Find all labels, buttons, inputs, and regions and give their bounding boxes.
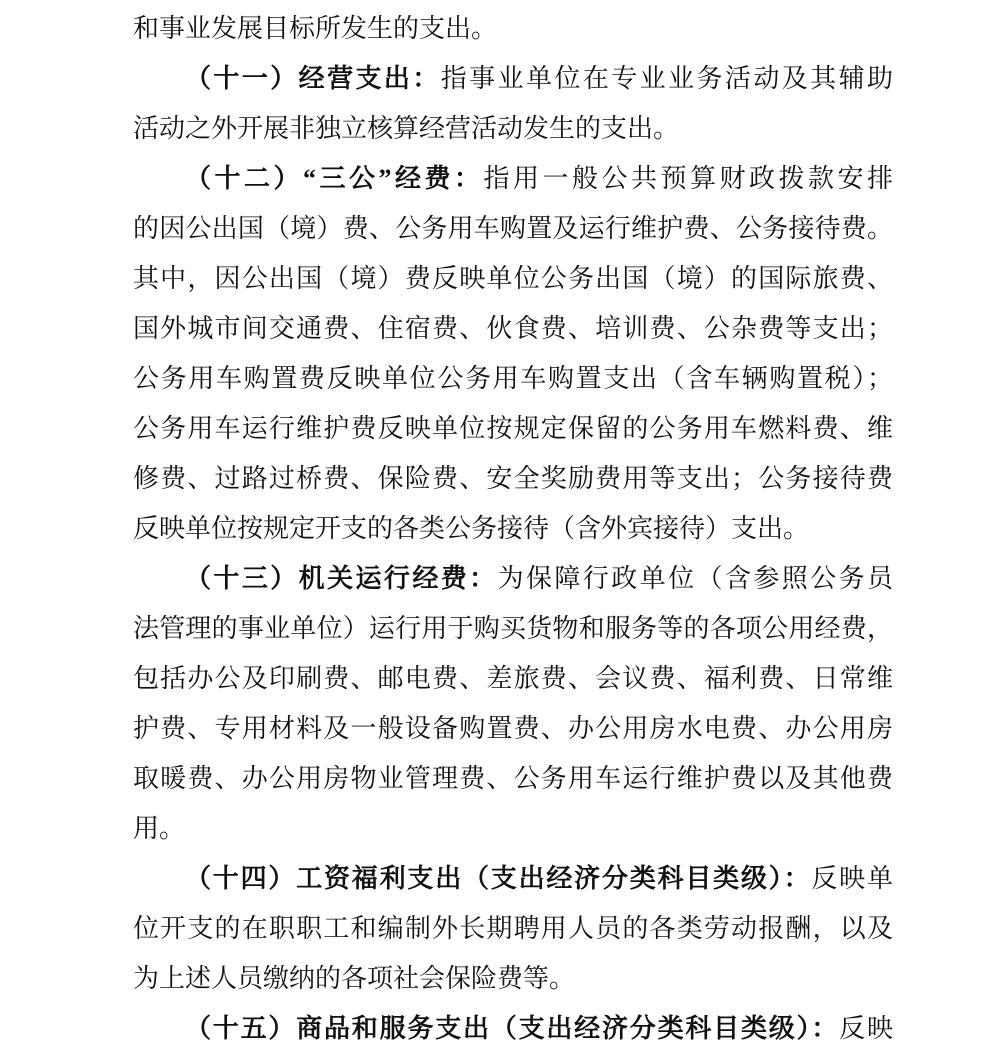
line-text: 指事业单位在专业业务活动及其辅助 xyxy=(440,64,893,93)
text-line xyxy=(133,54,893,104)
text-line xyxy=(133,154,893,204)
text-line xyxy=(133,404,893,454)
text-line xyxy=(133,854,893,904)
term-label: （十二）“三公”经费： xyxy=(185,164,484,193)
text-line xyxy=(133,304,893,354)
line-text: 其中，因公出国（境）费反映单位公务出国（境）的国际旅费、 xyxy=(133,264,893,293)
text-line xyxy=(133,1004,893,1054)
line-text: 反映单 xyxy=(811,864,893,893)
text-line xyxy=(133,954,893,1004)
text-line xyxy=(133,504,893,554)
line-text: 反映单位按规定开支的各类公务接待（含外宾接待）支出。 xyxy=(133,514,810,543)
text-line xyxy=(133,754,893,804)
line-text: 用。 xyxy=(133,814,186,843)
line-text: 包括办公及印刷费、邮电费、差旅费、会议费、福利费、日常维 xyxy=(133,664,893,693)
text-line xyxy=(133,4,893,54)
line-text: 反映 xyxy=(839,1014,893,1043)
line-text: 的因公出国（境）费、公务用车购置及运行维护费、公务接待费。 xyxy=(133,214,893,243)
term-label: （十一）经营支出： xyxy=(185,64,441,93)
line-text: 公务用车购置费反映单位公务用车购置支出（含车辆购置税）； xyxy=(133,364,893,393)
text-line xyxy=(133,904,893,954)
text-line xyxy=(133,804,893,854)
line-text: 法管理的事业单位）运行用于购买货物和服务等的各项公用经费， xyxy=(133,614,893,643)
line-text: 和事业发展目标所发生的支出。 xyxy=(133,14,498,43)
line-text: 国外城市间交通费、住宿费、伙食费、培训费、公杂费等支出； xyxy=(133,314,893,343)
text-line xyxy=(133,604,893,654)
text-line xyxy=(133,104,893,154)
line-text: 活动之外开展非独立核算经营活动发生的支出。 xyxy=(133,114,680,143)
line-text: 为上述人员缴纳的各项社会保险费等。 xyxy=(133,964,576,993)
text-line xyxy=(133,454,893,504)
line-text: 为保障行政单位（含参照公务员 xyxy=(497,564,893,593)
line-text: 指用一般公共预算财政拨款安排 xyxy=(483,164,893,193)
line-text: 护费、专用材料及一般设备购置费、办公用房水电费、办公用房 xyxy=(133,714,893,743)
line-text: 取暖费、办公用房物业管理费、公务用车运行维护费以及其他费 xyxy=(133,764,893,793)
text-line xyxy=(133,654,893,704)
term-label: （十三）机关运行经费： xyxy=(185,564,498,593)
line-text: 修费、过路过桥费、保险费、安全奖励费用等支出；公务接待费 xyxy=(133,464,893,493)
text-line xyxy=(133,204,893,254)
text-line xyxy=(133,704,893,754)
document-text-block xyxy=(133,4,893,1054)
text-line xyxy=(133,554,893,604)
term-label: （十五）商品和服务支出（支出经济分类科目类级）： xyxy=(185,1014,840,1043)
line-text: 公务用车运行维护费反映单位按规定保留的公务用车燃料费、维 xyxy=(133,414,893,443)
line-text: 位开支的在职职工和编制外长期聘用人员的各类劳动报酬，以及 xyxy=(133,914,893,943)
text-line xyxy=(133,254,893,304)
term-label: （十四）工资福利支出（支出经济分类科目类级）： xyxy=(185,864,812,893)
text-line xyxy=(133,354,893,404)
